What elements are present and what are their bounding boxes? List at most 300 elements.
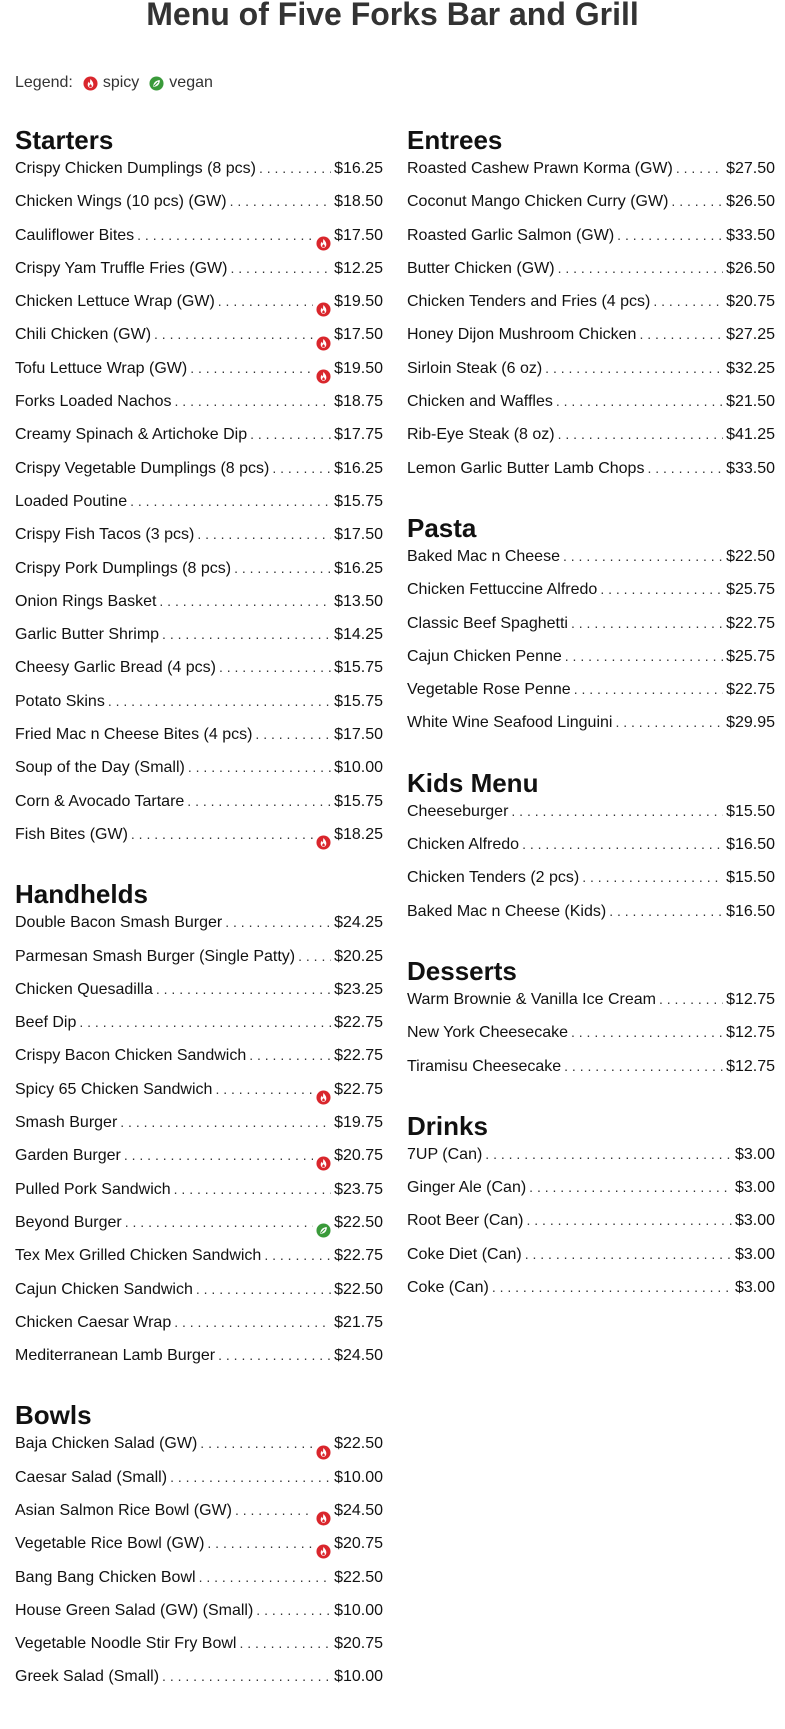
menu-column-left (15, 125, 383, 1722)
menu-item (15, 526, 383, 559)
menu-item-name: Cajun Chicken Sandwich (15, 1280, 193, 1298)
menu-item (407, 903, 775, 936)
spicy-icon (316, 1445, 331, 1460)
dot-leader (187, 793, 331, 809)
menu-item (15, 193, 383, 226)
menu-item (407, 227, 775, 260)
menu-item-name: Cheeseburger (407, 802, 509, 820)
menu-item (407, 293, 775, 326)
menu-item (407, 1024, 775, 1057)
menu-item-name: Parmesan Smash Burger (Single Patty) (15, 947, 296, 965)
menu-item (15, 1668, 383, 1701)
menu-item-price: $24.25 (334, 914, 383, 932)
menu-item-name: Double Bacon Smash Burger (15, 914, 223, 932)
menu-item (15, 726, 383, 759)
menu-item-price: $25.75 (726, 647, 775, 665)
menu-item-name: House Green Salad (GW) (Small) (15, 1601, 254, 1619)
section-title: Pasta (407, 512, 477, 543)
legend-spicy (83, 73, 139, 93)
legend (15, 73, 213, 93)
menu-item-name: Cajun Chicken Penne (407, 647, 562, 665)
dot-leader (574, 681, 723, 697)
menu-item (407, 803, 775, 836)
menu-item (407, 1246, 775, 1279)
menu-item-name: Classic Beef Spaghetti (407, 614, 568, 632)
menu-item-name: Asian Salmon Rice Bowl (GW) (15, 1501, 232, 1519)
menu-item-price: $15.75 (334, 492, 383, 510)
dot-leader (615, 714, 723, 730)
menu-item (15, 1535, 383, 1568)
menu-item-name: 7UP (Can) (407, 1145, 483, 1163)
menu-item-price: $22.50 (334, 1435, 383, 1453)
menu-item-tag (316, 1223, 331, 1238)
section-handhelds (15, 879, 383, 1380)
menu-item-tag (316, 1511, 331, 1526)
menu-item (407, 548, 775, 581)
menu-item-name: Chicken Wings (10 pcs) (GW) (15, 193, 227, 211)
menu-item-price: $15.75 (334, 792, 383, 810)
menu-item-price: $22.50 (334, 1280, 383, 1298)
spicy-icon (316, 369, 331, 384)
dot-leader (556, 393, 723, 409)
dot-leader (235, 1502, 313, 1518)
menu-item-name: Smash Burger (15, 1114, 118, 1132)
menu-item-price: $17.50 (334, 226, 383, 244)
menu-item (407, 1146, 775, 1179)
dot-leader (218, 293, 313, 309)
menu-item (15, 360, 383, 393)
menu-item-name: Chili Chicken (GW) (15, 326, 152, 344)
menu-item-name: Crispy Bacon Chicken Sandwich (15, 1047, 247, 1065)
menu-item-name: Butter Chicken (GW) (407, 259, 555, 277)
menu-item-tag (316, 835, 331, 850)
menu-item-price: $16.25 (334, 160, 383, 177)
menu-item-price: $12.25 (334, 259, 383, 277)
dot-leader (199, 1569, 332, 1585)
dot-leader (558, 426, 723, 442)
menu-item-price: $18.25 (334, 825, 383, 843)
menu-item-name: White Wine Seafood Linguini (407, 714, 613, 732)
section-title: Drinks (407, 1110, 488, 1141)
menu-item-price: $3.00 (734, 1212, 775, 1230)
dot-leader (162, 626, 331, 642)
menu-item (15, 260, 383, 293)
menu-item-name: Spicy 65 Chicken Sandwich (15, 1080, 213, 1098)
menu-item (15, 560, 383, 593)
menu-item-price: $21.50 (726, 393, 775, 411)
menu-item-name: Chicken and Waffles (407, 393, 553, 411)
menu-item-price: $15.75 (334, 659, 383, 677)
menu-item-name: Crispy Pork Dumplings (8 pcs) (15, 559, 232, 577)
menu-item-name: Garlic Butter Shrimp (15, 626, 160, 644)
spicy-icon (316, 336, 331, 351)
dot-leader (174, 1181, 331, 1197)
menu-item-price: $3.00 (734, 1245, 775, 1263)
menu-item (407, 681, 775, 714)
spicy-icon (316, 1156, 331, 1171)
menu-item-name: Mediterranean Lamb Burger (15, 1347, 216, 1365)
menu-item-tag (316, 302, 331, 317)
dot-leader (154, 326, 313, 342)
menu-item (15, 659, 383, 692)
menu-item (407, 648, 775, 681)
menu-item (407, 393, 775, 426)
menu-item-tag (316, 1544, 331, 1559)
dot-leader (175, 393, 332, 409)
dot-leader (298, 948, 331, 964)
dot-leader (571, 615, 723, 631)
menu-item-price: $16.50 (726, 836, 775, 854)
menu-item-name: Vegetable Rose Penne (407, 681, 571, 699)
menu-item-price: $22.50 (334, 1213, 383, 1231)
dot-leader (492, 1279, 732, 1295)
dot-leader (617, 227, 723, 243)
menu-item-price: $33.50 (726, 459, 775, 477)
dot-leader (600, 581, 723, 597)
menu-item (15, 1014, 383, 1047)
menu-item-price: $19.50 (334, 293, 383, 311)
menu-item-name: Chicken Lettuce Wrap (GW) (15, 293, 215, 311)
dot-leader (159, 593, 331, 609)
menu-item (15, 1114, 383, 1147)
menu-item (407, 1279, 775, 1312)
menu-item-name: Tofu Lettuce Wrap (GW) (15, 359, 188, 377)
menu-item (407, 836, 775, 869)
menu-item (15, 1214, 383, 1247)
menu-item-price: $27.50 (726, 160, 775, 177)
menu-item-price: $3.00 (734, 1279, 775, 1297)
menu-item-price: $24.50 (334, 1501, 383, 1519)
page-title: Menu of Five Forks Bar and Grill (146, 0, 639, 32)
menu-item-price: $19.75 (334, 1114, 383, 1132)
menu-item-price: $32.25 (726, 359, 775, 377)
menu-item-price: $10.00 (334, 759, 383, 777)
menu-item (15, 326, 383, 359)
menu-item-name: Coke Diet (Can) (407, 1245, 522, 1263)
dot-leader (188, 759, 331, 775)
menu-item-price: $23.75 (334, 1180, 383, 1198)
menu-item-name: Cauliflower Bites (15, 226, 135, 244)
menu-item-name: Chicken Tenders and Fries (4 pcs) (407, 293, 651, 311)
menu-item-name: Onion Rings Basket (15, 592, 157, 610)
section-title: Starters (15, 125, 114, 155)
menu-item (15, 948, 383, 981)
dot-leader (215, 1081, 313, 1097)
menu-item-name: Roasted Cashew Prawn Korma (GW) (407, 160, 673, 177)
menu-item (15, 1602, 383, 1635)
vegan-icon (149, 76, 164, 91)
menu-item (15, 1147, 383, 1180)
menu-item-price: $17.50 (334, 326, 383, 344)
dot-leader (120, 1114, 331, 1130)
menu-item-price: $10.00 (334, 1668, 383, 1686)
legend-spicy-label: spicy (102, 74, 140, 91)
section-title: Desserts (407, 955, 517, 986)
menu-item-price: $20.75 (726, 293, 775, 311)
menu-item (407, 714, 775, 747)
spicy-icon (83, 76, 98, 91)
menu-item-name: Bang Bang Chicken Bowl (15, 1568, 196, 1586)
menu-item (407, 460, 775, 493)
menu-item-name: Chicken Quesadilla (15, 980, 153, 998)
dot-leader (564, 1058, 723, 1074)
menu-item-price: $26.50 (726, 259, 775, 277)
menu-item-price: $24.50 (334, 1347, 383, 1365)
menu-item-tag (316, 1090, 331, 1105)
menu-item (15, 1247, 383, 1280)
menu-item-name: Chicken Caesar Wrap (15, 1313, 172, 1331)
menu-item-price: $3.00 (734, 1145, 775, 1163)
dot-leader (162, 1668, 331, 1684)
section-bowls (15, 1400, 383, 1701)
menu-item-name: Caesar Salad (Small) (15, 1468, 168, 1486)
menu-item-name: Cheesy Garlic Bread (4 pcs) (15, 659, 216, 677)
menu-item-name: Baja Chicken Salad (GW) (15, 1435, 198, 1453)
menu-item-name: Chicken Fettuccine Alfredo (407, 581, 598, 599)
dot-leader (558, 260, 723, 276)
section-title: Handhelds (15, 879, 148, 910)
menu-item (15, 493, 383, 526)
menu-item-price: $33.50 (726, 226, 775, 244)
menu-item-price: $16.25 (334, 459, 383, 477)
menu-item-name: Tiramisu Cheesecake (407, 1057, 562, 1075)
dot-leader (218, 1347, 331, 1363)
menu-item-name: Tex Mex Grilled Chicken Sandwich (15, 1247, 262, 1265)
menu-item (407, 160, 775, 193)
menu-item-price: $22.75 (726, 681, 775, 699)
vegan-icon (316, 1223, 331, 1238)
menu-item (407, 1212, 775, 1245)
menu-item (15, 1635, 383, 1668)
menu-item (15, 914, 383, 947)
dot-leader (239, 1635, 331, 1651)
menu-item-name: Crispy Vegetable Dumplings (8 pcs) (15, 459, 270, 477)
menu-item-price: $20.75 (334, 1535, 383, 1553)
menu-item (15, 626, 383, 659)
menu-item-price: $17.50 (334, 526, 383, 544)
dot-leader (671, 193, 723, 209)
menu-item-price: $13.50 (334, 592, 383, 610)
menu-item (407, 1179, 775, 1212)
menu-item-price: $41.25 (726, 426, 775, 444)
dot-leader (545, 360, 723, 376)
section-kids-menu (407, 768, 775, 936)
menu-item (15, 1081, 383, 1114)
dot-leader (137, 227, 313, 243)
menu-item (15, 1502, 383, 1535)
dot-leader (529, 1179, 732, 1195)
legend-label: Legend: (15, 74, 73, 91)
menu-item-name: Baked Mac n Cheese (407, 547, 560, 565)
dot-leader (653, 293, 723, 309)
spicy-icon (316, 1511, 331, 1526)
dot-leader (108, 693, 331, 709)
menu-item-name: Greek Salad (Small) (15, 1668, 160, 1686)
dot-leader (225, 914, 331, 930)
menu-item (15, 1314, 383, 1347)
menu-item-name: Crispy Chicken Dumplings (8 pcs) (15, 160, 256, 177)
menu-item-tag (316, 236, 331, 251)
section-starters (15, 125, 383, 859)
menu-item-name: Lemon Garlic Butter Lamb Chops (407, 459, 645, 477)
menu-item (15, 981, 383, 1014)
menu-item (15, 693, 383, 726)
menu-item-price: $25.75 (726, 581, 775, 599)
menu-item-price: $29.95 (726, 714, 775, 732)
menu-item-price: $10.00 (334, 1601, 383, 1619)
menu-item-name: Rib-Eye Steak (8 oz) (407, 426, 555, 444)
dot-leader (234, 560, 331, 576)
menu-item (407, 1058, 775, 1091)
menu-item (15, 759, 383, 792)
dot-leader (79, 1014, 331, 1030)
spicy-icon (316, 1090, 331, 1105)
menu-item-price: $15.50 (726, 869, 775, 887)
section-entrees (407, 125, 775, 493)
menu-item (15, 393, 383, 426)
dot-leader (525, 1246, 732, 1262)
menu-item-price: $22.50 (334, 1568, 383, 1586)
menu-item-tag (316, 369, 331, 384)
menu-item-price: $23.25 (334, 980, 383, 998)
menu-item-name: Vegetable Noodle Stir Fry Bowl (15, 1635, 237, 1653)
dot-leader (272, 460, 331, 476)
menu-item-name: Roasted Garlic Salmon (GW) (407, 226, 615, 244)
section-desserts (407, 956, 775, 1091)
menu-item-price: $20.75 (334, 1147, 383, 1165)
menu-item-name: Fried Mac n Cheese Bites (4 pcs) (15, 726, 253, 744)
menu-item (407, 426, 775, 459)
menu-item-name: Root Beer (Can) (407, 1212, 524, 1230)
menu-item-price: $22.75 (334, 1014, 383, 1032)
menu-item (407, 260, 775, 293)
menu-item (15, 1435, 383, 1468)
dot-leader (230, 193, 331, 209)
section-drinks (407, 1111, 775, 1312)
dot-leader (522, 836, 723, 852)
dot-leader (659, 991, 723, 1007)
menu-item (15, 1047, 383, 1080)
menu-item-price: $18.50 (334, 193, 383, 211)
menu-item-name: Potato Skins (15, 692, 105, 710)
dot-leader (563, 548, 723, 564)
menu-item-price: $26.50 (726, 193, 775, 211)
menu-item-name: Soup of the Day (Small) (15, 759, 185, 777)
dot-leader (174, 1314, 331, 1330)
menu-item-name: Chicken Alfredo (407, 836, 520, 854)
menu-item (15, 160, 383, 193)
spicy-icon (316, 1544, 331, 1559)
dot-leader (197, 526, 331, 542)
spicy-icon (316, 835, 331, 850)
spicy-icon (316, 302, 331, 317)
dot-leader (156, 981, 331, 997)
menu-item-name: Honey Dijon Mushroom Chicken (407, 326, 637, 344)
menu-item-name: Corn & Avocado Tartare (15, 792, 185, 810)
section-title: Kids Menu (407, 767, 539, 798)
menu-item-name: Baked Mac n Cheese (Kids) (407, 902, 607, 920)
menu-item-name: Beef Dip (15, 1014, 77, 1032)
menu-item-name: Fish Bites (GW) (15, 825, 128, 843)
menu-item (15, 426, 383, 459)
menu-item-price: $15.75 (334, 692, 383, 710)
dot-leader (264, 1247, 331, 1263)
dot-leader (647, 460, 723, 476)
menu-item (15, 593, 383, 626)
menu-item-price: $27.25 (726, 326, 775, 344)
dot-leader (485, 1146, 732, 1162)
menu-column-right (407, 125, 775, 1332)
spicy-icon (316, 236, 331, 251)
legend-vegan (149, 73, 213, 93)
menu-item (15, 1281, 383, 1314)
menu-item-name: Sirloin Steak (6 oz) (407, 359, 543, 377)
dot-leader (250, 426, 331, 442)
menu-item-price: $22.75 (334, 1080, 383, 1098)
section-title: Bowls (15, 1400, 92, 1431)
menu-item-name: Warm Brownie & Vanilla Ice Cream (407, 990, 656, 1008)
menu-item-price: $12.75 (726, 1024, 775, 1042)
menu-item (15, 460, 383, 493)
menu-item (407, 360, 775, 393)
menu-item (15, 793, 383, 826)
dot-leader (255, 726, 331, 742)
dot-leader (170, 1469, 331, 1485)
menu-item-price: $3.00 (734, 1179, 775, 1197)
menu-item-name: Chicken Tenders (2 pcs) (407, 869, 580, 887)
section-title: Entrees (407, 125, 503, 155)
menu-item-name: Beyond Burger (15, 1213, 122, 1231)
menu-item-name: Pulled Pork Sandwich (15, 1180, 171, 1198)
legend-vegan-label: vegan (169, 74, 213, 91)
menu-item-name: Ginger Ale (Can) (407, 1179, 527, 1197)
dot-leader (200, 1435, 313, 1451)
dot-leader (511, 803, 723, 819)
menu-item-price: $19.50 (334, 359, 383, 377)
dot-leader (571, 1024, 723, 1040)
dot-leader (230, 260, 331, 276)
menu-item-name: Crispy Fish Tacos (3 pcs) (15, 526, 195, 544)
menu-item-price: $12.75 (726, 1057, 775, 1075)
menu-item (15, 1569, 383, 1602)
dot-leader (565, 648, 723, 664)
menu-item-price: $16.50 (726, 902, 775, 920)
dot-leader (124, 1147, 313, 1163)
menu-item (407, 991, 775, 1024)
menu-item (15, 826, 383, 859)
menu-item-tag (316, 1445, 331, 1460)
menu-item (15, 227, 383, 260)
section-pasta (407, 513, 775, 748)
menu-item-price: $22.75 (726, 614, 775, 632)
menu-item-tag (316, 336, 331, 351)
dot-leader (676, 160, 723, 176)
menu-item (15, 293, 383, 326)
menu-item (407, 615, 775, 648)
dot-leader (249, 1047, 331, 1063)
dot-leader (190, 360, 313, 376)
menu-item-price: $21.75 (334, 1313, 383, 1331)
dot-leader (207, 1535, 313, 1551)
dot-leader (125, 1214, 313, 1230)
menu-item (15, 1181, 383, 1214)
dot-leader (131, 826, 313, 842)
menu-item-name: Vegetable Rice Bowl (GW) (15, 1535, 205, 1553)
menu-item-name: Loaded Poutine (15, 492, 128, 510)
menu-item-price: $20.75 (334, 1635, 383, 1653)
menu-item-price: $16.25 (334, 559, 383, 577)
menu-item (407, 869, 775, 902)
